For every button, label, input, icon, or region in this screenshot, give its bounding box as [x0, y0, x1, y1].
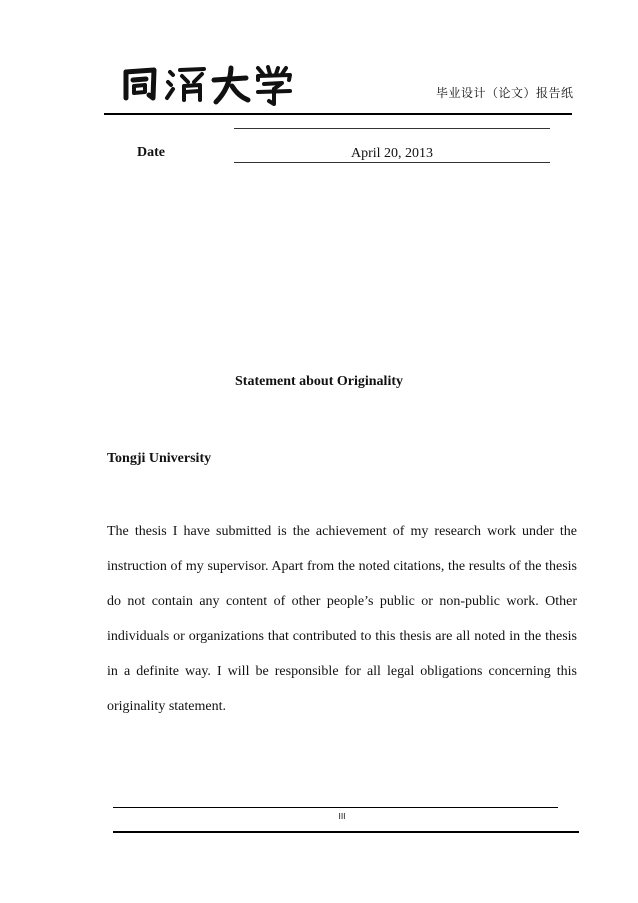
report-paper-caption: 毕业设计（论文）报告纸 — [436, 86, 574, 100]
date-underline — [234, 162, 550, 163]
statement-title: Statement about Originality — [235, 374, 403, 389]
university-name: Tongji University — [107, 451, 212, 466]
footer-rule-top — [113, 807, 558, 808]
date-value: April 20, 2013 — [350, 146, 434, 161]
university-logo — [118, 60, 298, 110]
footer-rule-bottom — [113, 831, 579, 833]
date-top-rule — [234, 128, 550, 129]
header-rule — [104, 113, 572, 115]
page-number: III — [338, 812, 346, 821]
statement-body: The thesis I have submitted is the achievement of my research work under the instruction of my supervisor. Apart from the noted citations, the results of the thesis do not contain any content of other people’s public or non-public work. Other individuals or organizations that contributed to this thesis are all noted in the thesis in a definite way. I will be responsible for all legal obligations concerning this originality statement. — [107, 524, 577, 714]
date-label: Date — [137, 145, 165, 160]
